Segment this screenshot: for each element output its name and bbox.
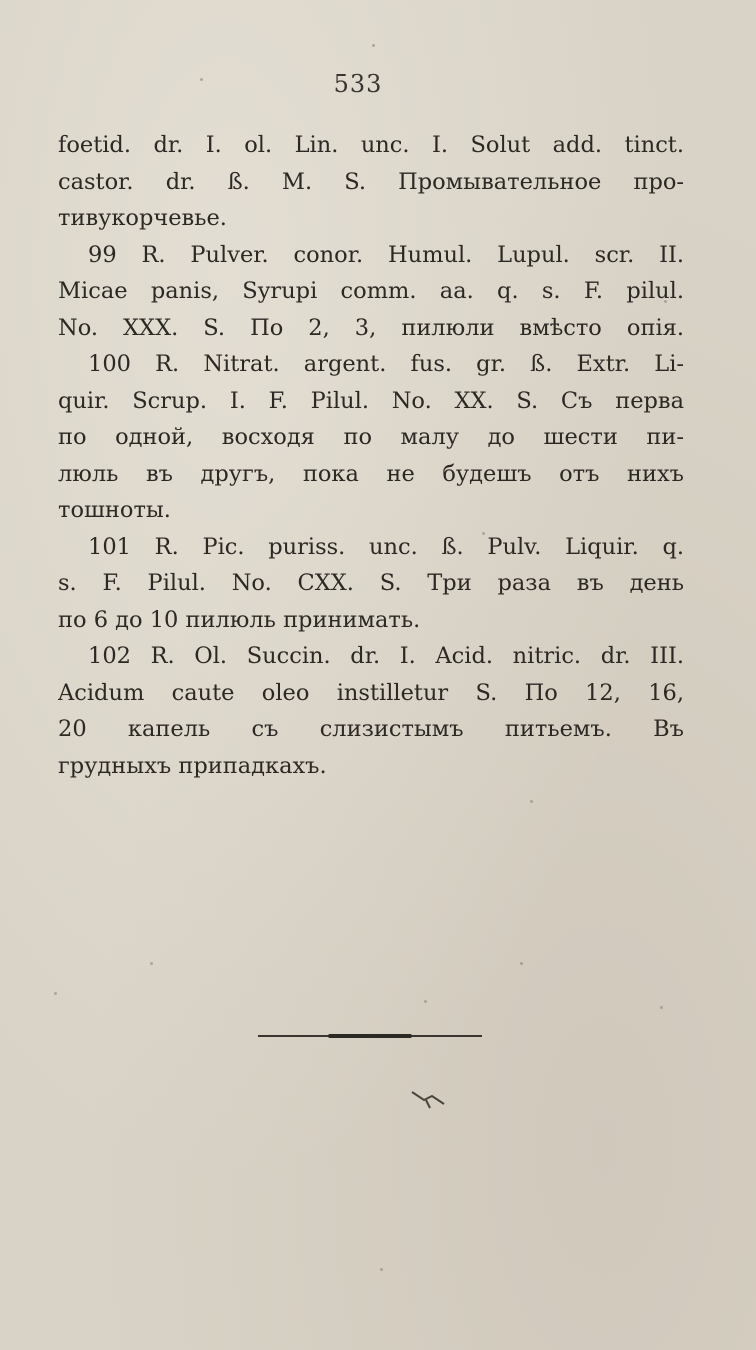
text-line: No. XXX. S. По 2, 3, пилюли вмѣсто опія. xyxy=(58,314,684,341)
text-line: quir. Scrup. I. F. Pilul. No. XX. S. Съ перва xyxy=(58,387,684,414)
text-line: люль въ другъ, пока не будешъ отъ нихъ xyxy=(58,460,684,487)
text-line: тивукорчевье. xyxy=(58,205,227,231)
paper-speck xyxy=(380,1268,383,1271)
text-line: Acidum caute oleo instilletur S. По 12, 16, xyxy=(58,679,684,706)
text-line: castor. dr. ß. M. S. Промывательное про- xyxy=(58,168,684,195)
text-line: 20 капель съ слизистымъ питьемъ. Въ xyxy=(58,716,684,742)
text-line: грудныхъ припадкахъ. xyxy=(58,752,327,779)
paper-speck xyxy=(530,800,533,803)
printer-ornament-icon xyxy=(410,1086,446,1110)
prescription-102-line: 102 R. Ol. Succin. dr. I. Acid. nitric. dr. III. xyxy=(88,643,684,669)
paper-speck xyxy=(660,1006,663,1009)
rule-thick-center xyxy=(328,1034,412,1038)
text-line: по 6 до 10 пилюль принимать. xyxy=(58,606,421,633)
paper-speck xyxy=(520,962,523,965)
prescription-100-line: 100 R. Nitrat. argent. fus. gr. ß. Extr. Li- xyxy=(88,351,684,377)
text-line: тошноты. xyxy=(58,497,171,523)
paper-speck xyxy=(424,1000,427,1003)
prescription-99-line: 99 R. Pulver. conor. Humul. Lupul. scr. II. xyxy=(88,241,684,268)
text-line: по одной, восходя по малу до шести пи- xyxy=(58,424,684,450)
section-end-rule xyxy=(258,1034,482,1038)
paper-speck xyxy=(150,962,153,965)
prescription-101-line: 101 R. Pic. puriss. unc. ß. Pulv. Liquir. q. xyxy=(88,533,684,560)
page-number: 533 xyxy=(333,70,383,98)
text-line: s. F. Pilul. No. CXX. S. Три раза въ день xyxy=(58,570,684,596)
text-line: foetid. dr. I. ol. Lin. unc. I. Solut add. tinct. xyxy=(58,132,684,158)
paper-speck xyxy=(54,992,57,995)
paper-speck xyxy=(372,44,375,47)
text-line: Micae panis, Syrupi comm. aa. q. s. F. pilul. xyxy=(58,278,684,304)
body-text xyxy=(58,127,684,784)
